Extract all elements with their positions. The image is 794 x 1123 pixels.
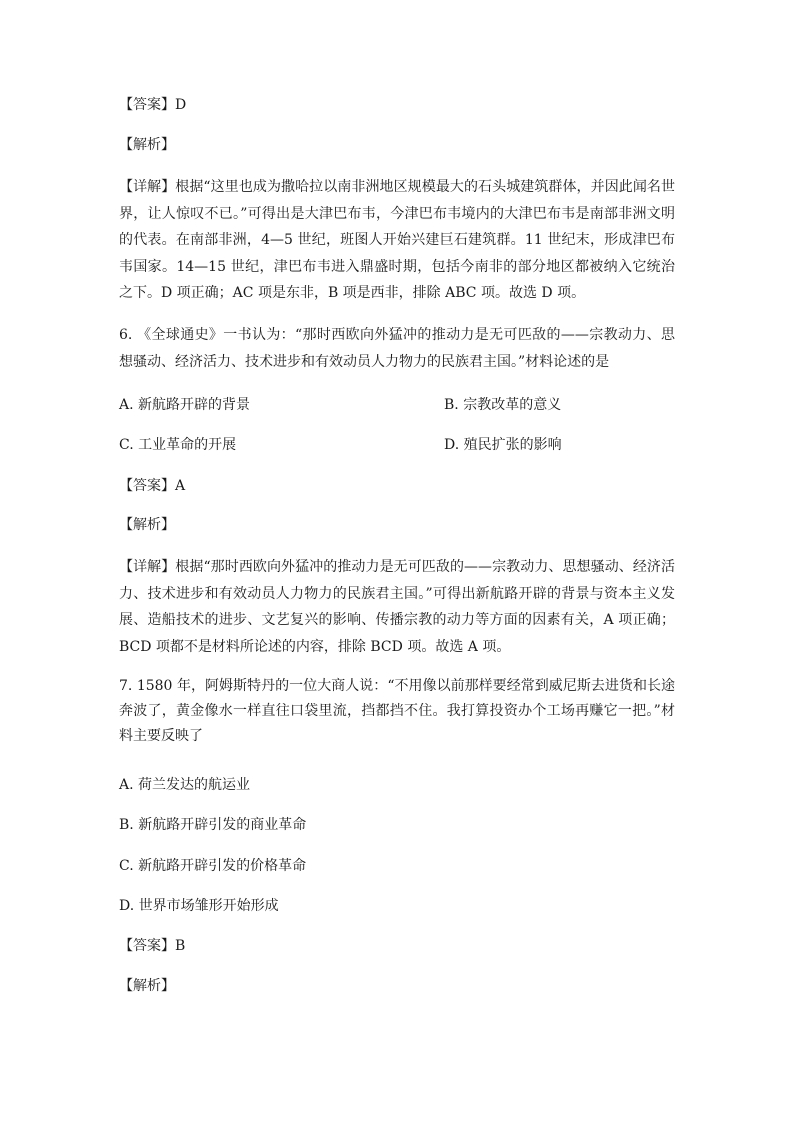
analysis-title-q5: 【解析】 [119, 137, 175, 153]
q7-option-d: D. 世界市场雏形开始形成 [119, 898, 279, 914]
q6-option-d: D. 殖民扩张的影响 [444, 437, 562, 453]
answer-q7: 【答案】B [119, 938, 186, 954]
q6-option-b: B. 宗教改革的意义 [444, 397, 562, 413]
detail-q6: 【详解】根据“那时西欧向外猛冲的推动力是无可匹敌的——宗教动力、思想骚动、经济活力、技术进步和有效动员人力物力的民族君主国。”可得出新航路开辟的背景与资本主义发展、造船技术的进步、文艺复兴的影响、传播宗教的动力等方面的因素有关，A 项正确；BCD 项都不是材料所论述的内容，排除 BCD 项。故选 A 项。 [119, 559, 675, 655]
analysis-title-q6: 【解析】 [119, 517, 175, 533]
analysis-title-q7: 【解析】 [119, 978, 175, 994]
q7-option-b: B. 新航路开辟引发的商业革命 [119, 817, 307, 833]
answer-q6: 【答案】A [119, 478, 186, 494]
answer-q5: 【答案】D [119, 97, 187, 113]
q6-option-c: C. 工业革命的开展 [119, 437, 237, 453]
q6-option-a: A. 新航路开辟的背景 [119, 397, 251, 413]
q7-option-a: A. 荷兰发达的航运业 [119, 777, 251, 793]
question-6-stem: 6. 《全球通史》一书认为：“那时西欧向外猛冲的推动力是无可匹敌的——宗教动力、思想骚动、经济活力、技术进步和有效动员人力物力的民族君主国。”材料论述的是 [119, 327, 675, 370]
q7-option-c: C. 新航路开辟引发的价格革命 [119, 858, 307, 874]
detail-q5: 【详解】根据“这里也成为撒哈拉以南非洲地区规模最大的石头城建筑群体，并因此闻名世界，让人惊叹不已。”可得出是大津巴布韦，今津巴布韦境内的大津巴布韦是南部非洲文明的代表。在南部非洲，4—5 世纪，班图人开始兴建巨石建筑群。11 世纪末，形成津巴布韦国家。14—15 世纪，津巴布韦进入鼎盛时期，包括今南非的部分地区都被纳入它统治之下。D 项正确；AC 项是东非，B 项是西非，排除 ABC 项。故选 D 项。 [119, 179, 675, 301]
question-7-stem: 7. 1580 年，阿姆斯特丹的一位大商人说：“不用像以前那样要经常到威尼斯去进货和长途奔波了，黄金像水一样直往口袋里流，挡都挡不住。我打算投资办个工场再赚它一把。”材料主要反映了 [119, 678, 675, 744]
